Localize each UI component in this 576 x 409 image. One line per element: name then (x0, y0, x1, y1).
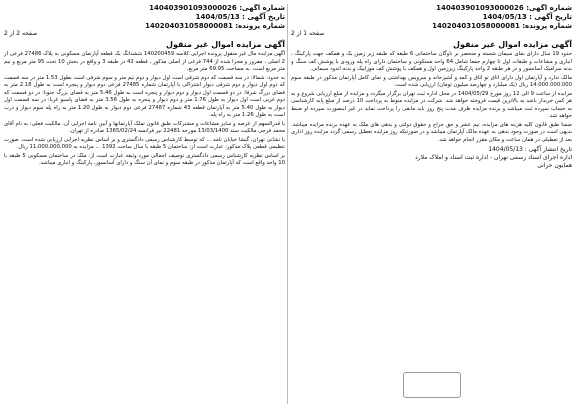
notice-number: شماره آگهی: 140403901093000026 (436, 4, 572, 12)
paragraph: بر اساس نظریه کارشناس رسمی دادگستری توصیف اجمالی مورد وثیقه عبارت است از: ملک در ساختمان مسکونی 5 طبقه با 10 واحد واقع است که آپارتمان مذکور در طبقه سوم و نمای آن سنگ و دارای آسانسور، پارکینگ و انباری میباشد. (4, 152, 285, 166)
signature-stamp (403, 372, 461, 398)
paragraph: با قدرالسهم از عرصه و سایر مشاعات و مشترکات طبق قانون تملک آپارتمانها و آیین نامه اجرایی آن. مالکیت فعلی: به نام آقای محمد فرجی مالکیت سند 13/03/1400 مورخه 22481 نیر فرانسه 1365/02/24 صادره از تهران. (4, 120, 285, 134)
paragraph: ضمنا طبق قانون کلیه هزینه های مزایده، نیم عشر و حق حراج و حقوق دولتی و بدهی های ملک به عهده برنده مزایده میباشد. بدیهی است در صورت وجود بدهی به عهده مالک آپارتمان میباشد و در صورتیکه روز مزایده تعطیل رسمی گردد مزایده روز اداری بعد از تعطیلی در همان ساعت و مکان مقرر انجام خواهد شد. (291, 121, 572, 143)
issuing-office: اداره اجرای اسناد رسمی تهران - اداره ثبت اسناد و املاک ملارد (415, 154, 572, 161)
paragraph: به حدود: شمالا: در سه قسمت که دوم شرقی است اول دیوار و دوم نیم متر و سوم شرقی است بطول 1.53 متر در سه قسمت که دوم اول دیوار و دوم شرقی دیوار اشتراکی با آپارتمان شماره 27485 فرعی دوم دیوار و پنجره است به طول 2.18 متر به فضای بزرگ شرقا: در دو قسمت اول دیوار و دوم دیوار و پنجره است به طول 5.46 متر به فضای بزرگ جنوبا: در دو قسمت که دوم غربی است اول دیوار به طول 1.76 متر و دوم دیوار و پنجره به طول 3.56 متر به فضای پاسیو غربا: در سه قسمت اول دیوار به طول 5.40 متر به آپارتمان قطعه 43 شماره 27487 فرعی دوم دیوار به طول 1.20 متر به راه پله سوم دیوار و درب است به طول 1.26 متر به راه پله. (4, 74, 285, 118)
paragraph: حدود 19 سال دارای نمای سیمان شسته و منحصر بر ناوگان ساختمانی 6 طبقه که طبقه زیر زمین یک و همکف جهت پارکینگ ، انباری و مشاعات و طبقات اول تا چهارم جمعا شامل 64 واحد مسکونی و ساختمان دارای راه پله ورودی با پوشش کف سنگ و بدنه سرامیک آسانسور و در هر طبقه 2 واحد پارکینگ زیرزمین اول و همکف با پوشش کف موزاییک و بدنه اندود سیمانی. (291, 51, 572, 72)
notice-date: تاریخ آگهی : 1404/05/13 (482, 13, 572, 21)
column-divider (287, 4, 288, 404)
publish-date: تاریخ انتشار آگهی : 1404/05/13 (488, 146, 572, 153)
paragraph: آگهی مزایده مال غیر منقول پرونده اجرایی کلاسه 140200459 ششدانگ یک قطعه آپارتمان مسکونی به پلاک 27486 فرعی از 2 اصلی ، مفروز و مجزا شده از 744 فرعی از اصلی مذکور ، قطعه 42 در طبقه 3 و واقع در بخش 10 تحت 95 متر مربع و نیم متر مربع است. به مساحت 69.95 متر مربع. (4, 51, 285, 72)
notice-footer (291, 146, 572, 170)
notice-number: شماره آگهی: 140403901093000026 (149, 4, 285, 12)
notice-title: آگهی مزایده اموال غیر منقول (166, 40, 285, 49)
signatory-name: همایون حرانی (537, 162, 572, 169)
paragraph: مالک ندارد و آپارتمان اول دارای اتاق تو اتاق و کمد و آشپزخانه و سرویس بهداشتی و نمای کامل آپارتمان مذکور در طبقه سوم 14.000.000.000 ریال (یک میلیارد و چهارصد میلیون تومان) ارزیابی شده است. (291, 74, 572, 88)
file-number: شماره پرونده: 140204031058000081 (432, 22, 572, 30)
notice-body (4, 51, 285, 168)
notice-meta (145, 4, 285, 31)
notice-date: تاریخ آگهی : 1404/05/13 (195, 13, 285, 21)
page-number: صفحه 2 از 2 (4, 30, 38, 37)
notice-title: آگهی مزایده اموال غیر منقول (453, 40, 572, 49)
file-number: شماره پرونده: 140204031058000081 (145, 22, 285, 30)
notice-page-2 (4, 4, 285, 404)
notice-meta (432, 4, 572, 31)
paragraph: با نشانی تهران، گیشا خیابان نامه ... که توسط کارشناس رسمی دادگستری و بر اساس نظریه اجرایی ارزیابی شده است. صورت تنظیمی قطعی پلاک مذکور: عبارت است از: ساختمان 5 طبقه با سال ساخت 1392 ... مزایده به 11،000،000،000 ریال. (4, 136, 285, 150)
page-number: صفحه 1 از 2 (291, 30, 325, 37)
notice-page-1 (291, 4, 572, 404)
paragraph: مزایده از ساعت 9 الی 12 روز مورخ 1404/05/29 در محل اداره ثبت تهران برگزار میگردد و مزایده از مبلغ ارزیابی شروع و به هر کس خریدار باشد به بالاترین قیمت فروخته خواهد شد. شرکت در مزایده منوط به پرداخت 10 درصد از مبلغ پایه کارشناسی به حساب سپرده ثبت میباشد و برنده مزایده ظرف مدت پنج روز باید مابقی را پرداخت نماید در غیر اینصورت سپرده او ضبط خواهد شد. (291, 90, 572, 119)
notice-body (291, 51, 572, 144)
